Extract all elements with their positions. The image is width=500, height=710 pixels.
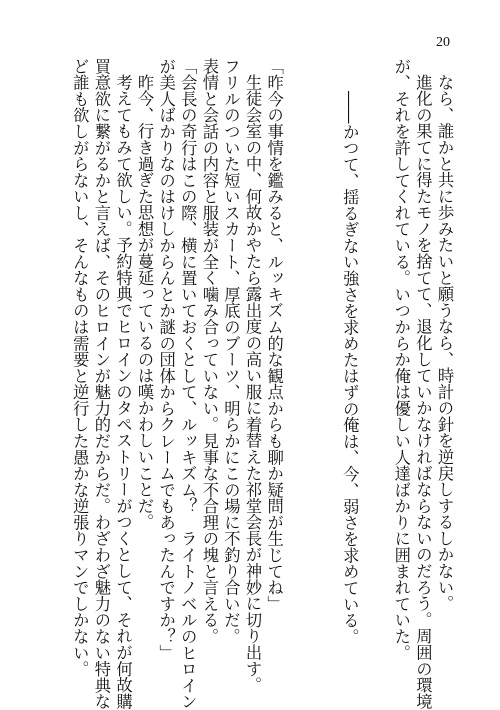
text-line: フリルのついた短いスカート、厚底のブーツ、明らかにこの場に不釣り合いだ。 — [221, 58, 241, 645]
text-line: なら、誰かと共に歩みたいと願うなら、時計の針を逆戻しするしかない。 — [435, 74, 454, 612]
text-line: 生徒会室の中、何故かやたら露出度の高い服に着替えた祁堂会長が神妙に切り出す。 — [243, 74, 263, 694]
text-line: 買意欲に繋がるかと言えば、そのヒロインが魅力的だからだ。わざわざ魅力のない特典な — [91, 58, 111, 710]
text-line: 「昨今の事情を鑑みると、ルッキズム的な観点からも聊か疑問が生じてね」 — [264, 58, 284, 612]
text-line: が、それを許してくれている。いつからか俺は優しい人達ばかりに囲まれていた。 — [391, 58, 411, 661]
text-line: 進化の果てに得たモノを捨てて、退化していかなければならないのだろう。周囲の環境 — [413, 74, 433, 710]
text-line: 考えてもみて欲しい。予約特典でヒロインのタペストリーがつくとして、それが何故購 — [113, 74, 133, 710]
text-line: が美人ばかりなのはけしからんとか謎の団体からクレームでもあったんですか？」 — [156, 58, 176, 661]
text-line: 昨今、行き過ぎた思想が蔓延っているのは嘆かわしいことだ。 — [135, 74, 155, 531]
text-line: 表情と会話の内容と服装が全く噛み合っていない。見事な不合理の塊と言える。 — [199, 58, 219, 645]
paragraph-gap — [360, 58, 390, 628]
text-line: ど誰も欲しがらないし、そんなものは需要と逆行した愚かな逆張りマンでしかない。 — [70, 58, 90, 678]
vertical-text-body — [69, 58, 455, 710]
paragraph-gap — [285, 58, 339, 628]
text-line: 「会長の奇行はこの際、横に置いておくとして、ルッキズム？ ライトノベルのヒロイン — [178, 58, 198, 710]
text-line: ――かつて、揺るぎない強さを求めたはずの俺は、今、弱さを求めている。 — [340, 90, 360, 645]
page-number: 20 — [436, 35, 450, 50]
